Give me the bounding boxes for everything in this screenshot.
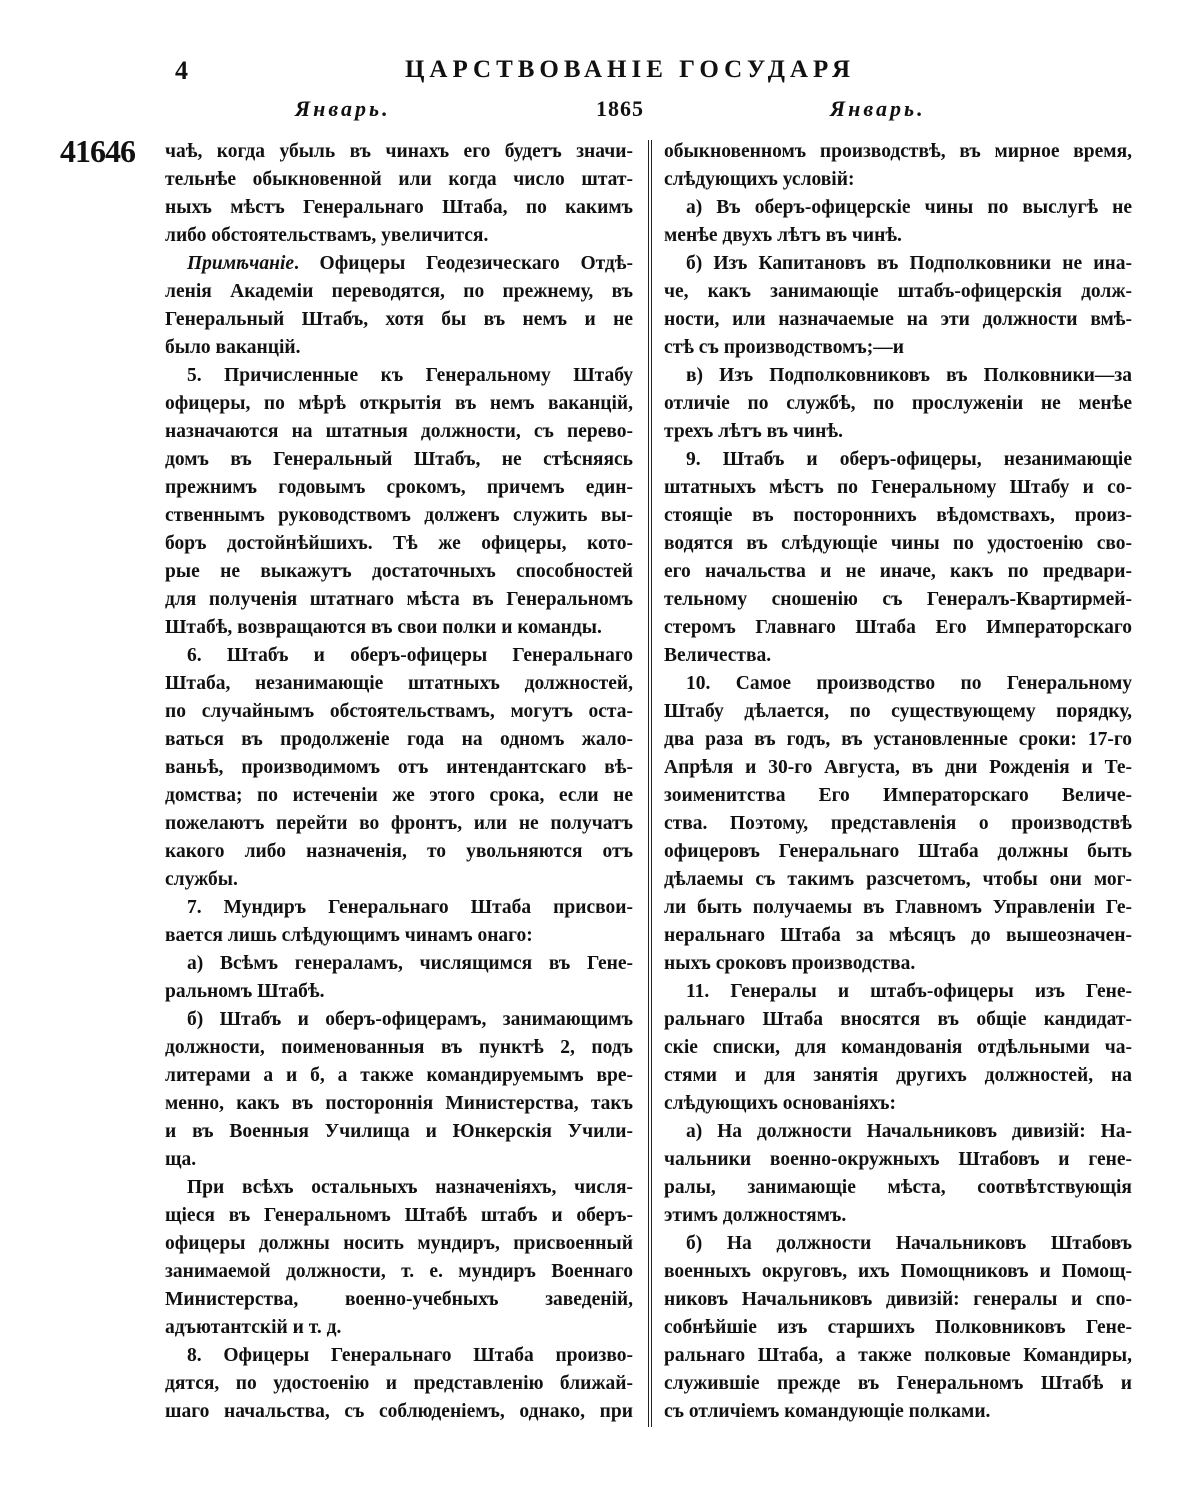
text-line: Штабѣ, возвращаются въ свои полки и команды. xyxy=(165,617,602,638)
text-line: ныхъ сроковъ производства. xyxy=(664,953,916,974)
right-column xyxy=(664,138,1132,1426)
text-line: зоименитства Его Императорскаго Величе- xyxy=(664,785,1132,806)
text-line: слѣдующихъ условій: xyxy=(664,169,855,190)
column-divider xyxy=(651,140,652,1427)
text-line: в) Изъ Подполковниковъ въ Полковники—за xyxy=(686,365,1132,386)
text-line: должности, поименованныя въ пунктѣ 2, подъ xyxy=(165,1037,633,1058)
margin-law-number: 41646 xyxy=(60,133,135,169)
text-line: 6. Штабъ и оберъ-офицеры Генеральнаго xyxy=(187,645,633,666)
text-line: стѣ съ производствомъ;—и xyxy=(664,337,904,358)
text-line: стями и для занятія другихъ должностей, на xyxy=(664,1065,1132,1086)
text-line: и въ Военныя Училища и Юнкерскія Учили- xyxy=(165,1121,633,1142)
text-line: либо обстоятельствамъ, увеличится. xyxy=(165,225,489,246)
text-line: офицеры должны носить мундиръ, присвоенный xyxy=(165,1233,633,1254)
text-line: Генеральный Штабъ, хотя бы въ немъ и не xyxy=(165,309,633,330)
text-line: чальники военно-окружныхъ Штабовъ и гене- xyxy=(664,1149,1132,1170)
text-line: а) Въ оберъ-офицерскіе чины по выслугѣ не xyxy=(686,197,1132,218)
text-line: собнѣйшіе изъ старшихъ Полковниковъ Гене- xyxy=(664,1317,1132,1338)
text-line: ности, или назначаемые на эти должности вмѣ- xyxy=(664,309,1132,330)
text-line: При всѣхъ остальныхъ назначеніяхъ, числя- xyxy=(187,1177,633,1198)
text-line: 5. Причисленные къ Генеральному Штабу xyxy=(187,365,633,386)
text-line: службы. xyxy=(165,869,238,890)
text-line: боръ достойнѣйшихъ. Тѣ же офицеры, кото- xyxy=(165,533,633,554)
text-line: 11. Генералы и штабъ-офицеры изъ Гене- xyxy=(686,981,1132,1002)
paragraph xyxy=(165,1342,633,1426)
text-line: по случайнымъ обстоятельствамъ, могутъ оста- xyxy=(165,701,633,722)
text-run: . Офицеры Геодезическаго Отдѣ- xyxy=(294,253,633,274)
paragraph xyxy=(664,446,1132,670)
text-line xyxy=(165,250,633,278)
left-column xyxy=(165,138,633,1426)
text-line: его начальства и не иначе, какъ по предвари- xyxy=(664,561,1132,582)
text-line: дятся, по удостоенію и представленію ближай- xyxy=(165,1373,633,1394)
paragraph xyxy=(165,138,633,250)
text-line: Министерства, военно-учебныхъ заведеній, xyxy=(165,1289,633,1310)
text-line: этимъ должностямъ. xyxy=(664,1205,847,1226)
text-line: Величества. xyxy=(664,645,772,666)
text-line: а) На должности Начальниковъ дивизій: На- xyxy=(686,1121,1132,1142)
text-line: 8. Офицеры Генеральнаго Штаба произво- xyxy=(187,1345,633,1366)
paragraph xyxy=(165,642,633,894)
page-number: 4 xyxy=(175,56,188,85)
text-line: Апрѣля и 30-го Августа, въ дни Рожденія и Те- xyxy=(664,757,1132,778)
paragraph xyxy=(664,1118,1132,1230)
text-line: рые не выкажутъ достаточныхъ способностей xyxy=(165,561,633,582)
text-line: ства. Поэтому, представленія о производствѣ xyxy=(664,813,1132,834)
text-line: Штабу дѣлается, по существующему порядку, xyxy=(664,701,1132,722)
text-line: тельнѣе обыкновенной или когда число штат- xyxy=(165,169,633,190)
text-line: тельному сношенію съ Генералъ-Квартирмей- xyxy=(664,589,1132,610)
text-line: ленія Академіи переводятся, по прежнему, въ xyxy=(165,281,633,302)
text-line: 7. Мундиръ Генеральнаго Штаба присвои- xyxy=(187,897,633,918)
text-line: обыкновенномъ производствѣ, въ мирное время, xyxy=(664,141,1132,162)
paragraph xyxy=(165,362,633,642)
text-line: домъ въ Генеральный Штабъ, не стѣсняясь xyxy=(165,449,633,470)
paragraph xyxy=(165,1174,633,1342)
text-line: ща. xyxy=(165,1149,197,1170)
text-line: служившіе прежде въ Генеральномъ Штабѣ и xyxy=(664,1373,1132,1394)
text-line: трехъ лѣтъ въ чинѣ. xyxy=(664,421,843,442)
paragraph xyxy=(664,670,1132,978)
text-line: Штаба, незанимающіе штатныхъ должностей, xyxy=(165,673,633,694)
text-line: б) Штабъ и оберъ-офицерамъ, занимающимъ xyxy=(187,1009,633,1030)
text-line: дѣлаемы съ такимъ разсчетомъ, чтобы они мог- xyxy=(664,869,1132,890)
text-line: домства; по истеченіи же этого срока, если не xyxy=(165,785,633,806)
paragraph xyxy=(664,250,1132,362)
text-line: штатныхъ мѣстъ по Генеральному Штабу и со- xyxy=(664,477,1132,498)
text-line: ваться въ продолженіе года на одномъ жало- xyxy=(165,729,633,750)
text-line: было ваканцій. xyxy=(165,337,301,358)
text-line: занимаемой должности, т. е. мундиръ Военнаго xyxy=(165,1261,633,1282)
paragraph xyxy=(664,978,1132,1118)
paragraph xyxy=(664,194,1132,250)
text-line: стоящіе въ постороннихъ вѣдомствахъ, произ- xyxy=(664,505,1132,526)
text-line: пожелаютъ перейти во фронтъ, или не получатъ xyxy=(165,813,633,834)
text-line: неральнаго Штаба за мѣсяцъ до вышеозначен- xyxy=(664,925,1132,946)
text-line: вается лишь слѣдующимъ чинамъ онаго: xyxy=(165,925,533,946)
text-line: ральномъ Штабѣ. xyxy=(165,981,325,1002)
text-line: военныхъ округовъ, ихъ Помощниковъ и Помощ- xyxy=(664,1261,1132,1282)
text-line: стеромъ Главнаго Штаба Его Императорскаго xyxy=(664,617,1132,638)
text-line: литерами а и б, а также командируемымъ вре- xyxy=(165,1065,633,1086)
text-line: че, какъ занимающіе штабъ-офицерскія долж- xyxy=(664,281,1132,302)
paragraph xyxy=(664,1230,1132,1426)
text-line: офицеры, по мѣрѣ открытія въ немъ ваканцій, xyxy=(165,393,633,414)
text-line: скіе списки, для командованія отдѣльными ча- xyxy=(664,1037,1132,1058)
text-line: менѣе двухъ лѣтъ въ чинѣ. xyxy=(664,225,902,246)
text-line: б) На должности Начальниковъ Штабовъ xyxy=(686,1233,1132,1254)
paragraph xyxy=(664,362,1132,446)
text-line: назначаются на штатныя должности, съ перево- xyxy=(165,421,633,442)
text-line: ли быть получаемы въ Главномъ Управленіи Ге- xyxy=(664,897,1132,918)
text-line: водятся въ слѣдующіе чины по удостоенію сво- xyxy=(664,533,1132,554)
year: 1865 xyxy=(596,96,644,121)
text-line: щіеся въ Генеральномъ Штабѣ штабъ и оберъ- xyxy=(165,1205,633,1226)
text-line: ваньѣ, производимомъ отъ интендантскаго вѣ- xyxy=(165,757,633,778)
running-title: ЦАРСТВОВАНІЕ ГОСУДАРЯ xyxy=(404,56,856,83)
paragraph xyxy=(165,950,633,1006)
text-line: а) Всѣмъ генераламъ, числящимся въ Гене- xyxy=(187,953,633,974)
text-line: отличіе по службѣ, по прослуженіи не менѣе xyxy=(664,393,1132,414)
paragraph xyxy=(664,138,1132,194)
column-divider xyxy=(648,140,649,1427)
text-line: ральнаго Штаба, а также полковые Командиры, xyxy=(664,1345,1132,1366)
text-line: 9. Штабъ и оберъ-офицеры, незанимающіе xyxy=(686,449,1132,470)
note-label: Примѣчаніе xyxy=(187,253,295,274)
text-line: прежнимъ годовымъ срокомъ, причемъ един- xyxy=(165,477,633,498)
text-line: адъютантскій и т. д. xyxy=(165,1317,342,1338)
text-line: б) Изъ Капитановъ въ Подполковники не ина- xyxy=(686,253,1132,274)
paragraph xyxy=(165,894,633,950)
text-line: ственнымъ руководствомъ долженъ служить вы- xyxy=(165,505,633,526)
text-line: для полученія штатнаго мѣста въ Генеральномъ xyxy=(165,589,633,610)
text-line: ралы, занимающіе мѣста, соотвѣтствующія xyxy=(664,1177,1132,1198)
text-line: два раза въ годъ, въ установленные сроки: 17-го xyxy=(664,729,1132,750)
text-line: ныхъ мѣстъ Генеральнаго Штаба, по какимъ xyxy=(165,197,633,218)
text-line: шаго начальства, съ соблюденіемъ, однако, при xyxy=(165,1401,633,1422)
text-line: офицеровъ Генеральнаго Штаба должны быть xyxy=(664,841,1132,862)
text-line: ральнаго Штаба вносятся въ общіе кандидат- xyxy=(664,1009,1132,1030)
paragraph xyxy=(165,1006,633,1174)
text-line: менно, какъ въ постороннія Министерства, такъ xyxy=(165,1093,633,1114)
text-line: слѣдующихъ основаніяхъ: xyxy=(664,1093,897,1114)
text-line: чаѣ, когда убыль въ чинахъ его будетъ значи- xyxy=(165,141,633,162)
text-line: какого либо назначенія, то увольняются отъ xyxy=(165,841,633,862)
month-left: Январь. xyxy=(295,96,391,121)
paragraph xyxy=(165,250,633,362)
month-right: Январь. xyxy=(830,96,926,121)
text-line: никовъ Начальниковъ дивизій: генералы и спо- xyxy=(664,1289,1132,1310)
text-line: съ отличіемъ командующіе полками. xyxy=(664,1401,991,1422)
text-line: 10. Самое производство по Генеральному xyxy=(686,673,1132,694)
